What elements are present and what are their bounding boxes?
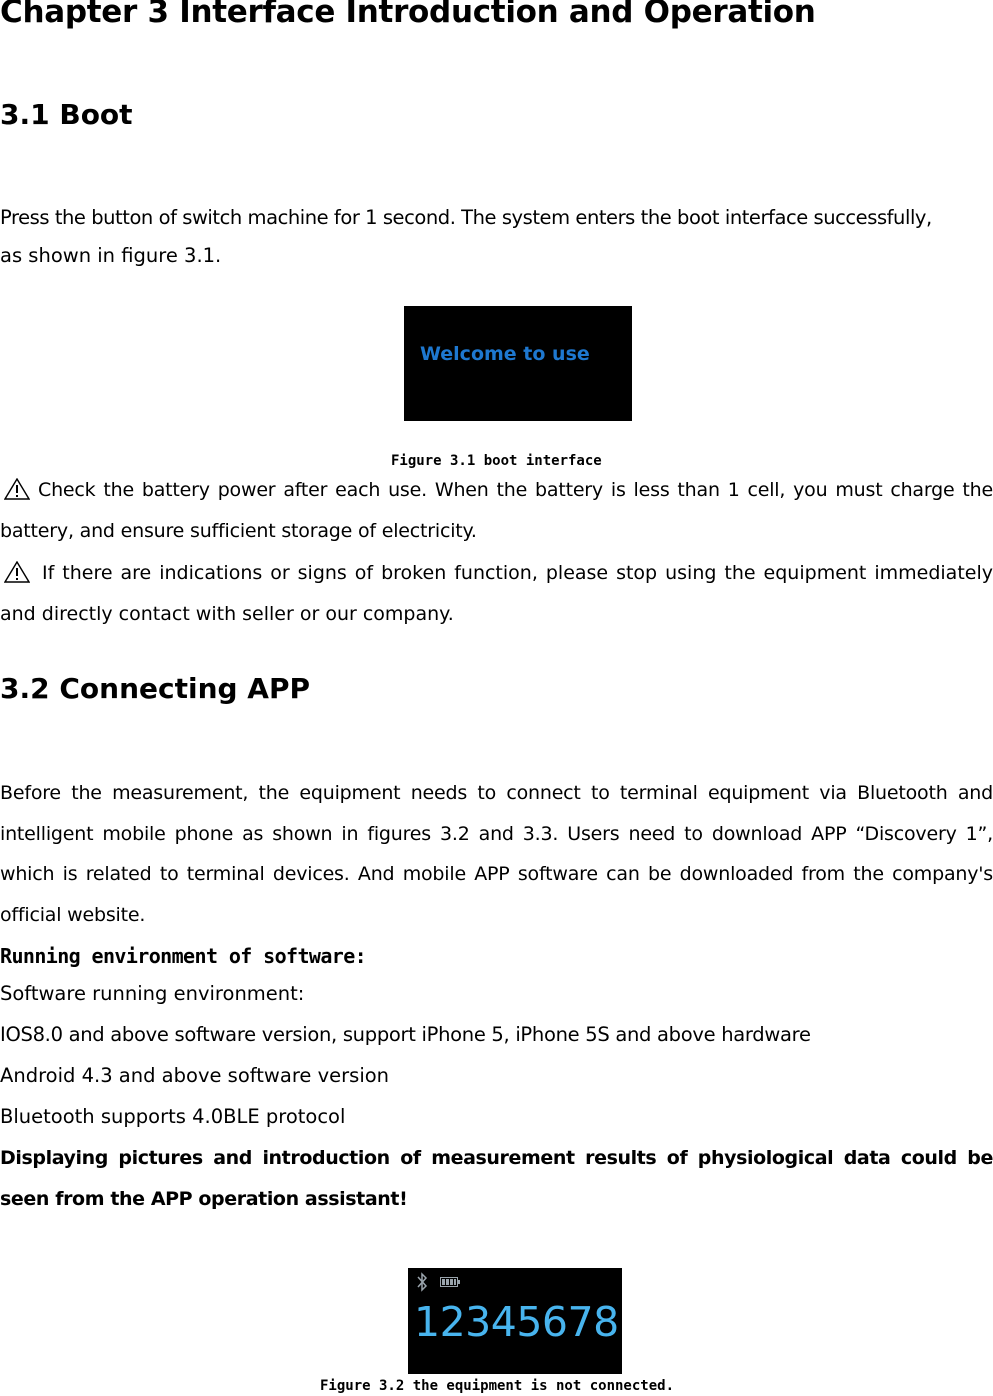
chapter-title: Chapter 3 Interface Introduction and Operation bbox=[0, 0, 816, 30]
bluetooth-icon bbox=[416, 1271, 428, 1293]
env-line: Bluetooth supports 4.0BLE protocol bbox=[0, 1105, 346, 1128]
boot-screen-image bbox=[404, 306, 632, 421]
device-screen-image bbox=[408, 1268, 622, 1374]
boot-screen-text: Welcome to use bbox=[420, 343, 590, 365]
figure-3-2-caption: Figure 3.2 the equipment is not connected. bbox=[320, 1378, 675, 1394]
boot-paragraph-line2: as shown in figure 3.1. bbox=[0, 244, 222, 267]
running-environment-heading: Running environment of software: bbox=[0, 944, 367, 968]
env-line: IOS8.0 and above software version, support iPhone 5, iPhone 5S and above hardware bbox=[0, 1023, 811, 1046]
battery-icon bbox=[440, 1277, 460, 1287]
boot-paragraph-line1: Press the button of switch machine for 1 second. The system enters the boot interface successfully, bbox=[0, 206, 932, 229]
app-operation-note: Displaying pictures and introduction of measurement results of physiological data could be seen from the APP operation assistant! bbox=[0, 1147, 993, 1210]
figure-3-1-caption: Figure 3.1 boot interface bbox=[391, 453, 602, 469]
app-paragraph: Before the measurement, the equipment needs to connect to terminal equipment via Bluetooth and intelligent mobile phone as shown in figures 3.2 and 3.3. Users need to download APP “Discovery 1”, which is related to terminal devices. And mobile APP software can be downloaded from the company's official website. bbox=[0, 782, 993, 926]
warning-battery-text: Check the battery power after each use. When the battery is less than 1 cell, you must charge the battery, and ensure sufficient storage of electricity. bbox=[0, 479, 993, 542]
env-line: Software running environment: bbox=[0, 982, 305, 1005]
section-heading-boot: 3.1 Boot bbox=[0, 98, 133, 131]
section-heading-app: 3.2 Connecting APP bbox=[0, 672, 311, 705]
warning-broken-text: If there are indications or signs of broken function, please stop using the equipment immediately and directly contact with seller or our company. bbox=[0, 562, 993, 625]
device-digits-readout: 12345678 bbox=[414, 1298, 619, 1346]
env-line: Android 4.3 and above software version bbox=[0, 1064, 390, 1087]
